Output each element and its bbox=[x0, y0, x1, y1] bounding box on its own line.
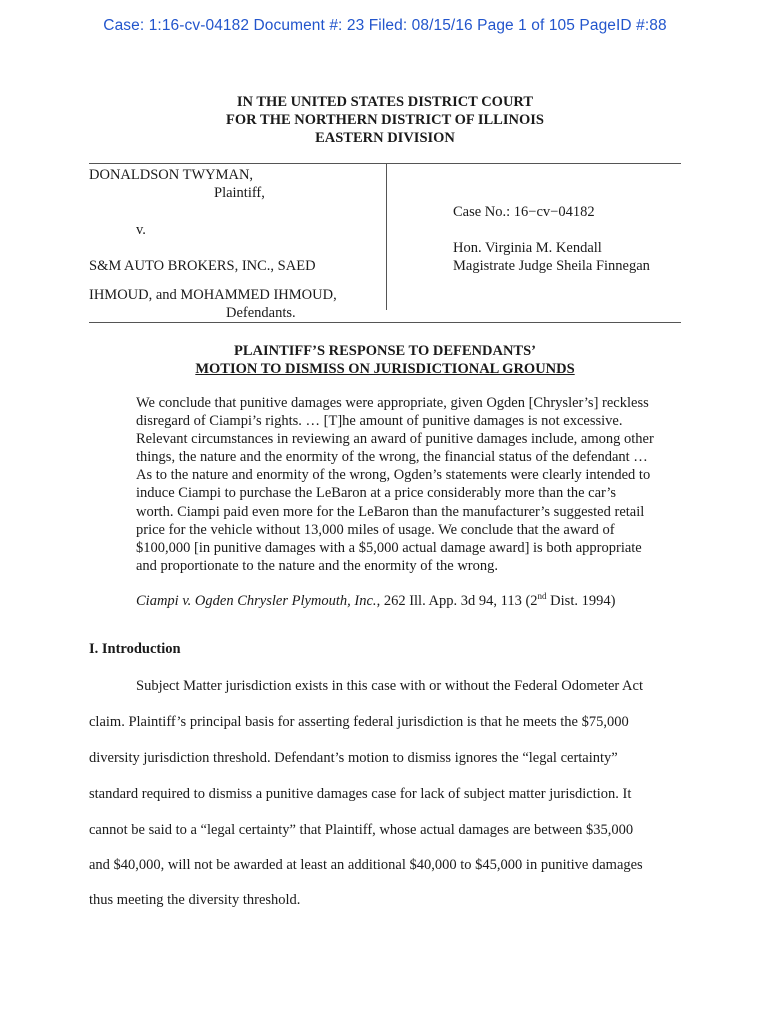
caption-top-rule bbox=[89, 163, 681, 164]
plaintiff-role: Plaintiff, bbox=[214, 185, 265, 201]
quote-line: Relevant circumstances in reviewing an award of punitive damages include, among other bbox=[136, 431, 654, 448]
body-line: standard required to dismiss a punitive damages case for lack of subject matter jurisdiction. It bbox=[89, 786, 632, 802]
body-line: and $40,000, will not be awarded at least an additional $40,000 to $45,000 in punitive damages bbox=[89, 857, 643, 873]
body-line: cannot be said to a “legal certainty” that Plaintiff, whose actual damages are between $35,000 bbox=[89, 822, 634, 838]
versus: v. bbox=[136, 222, 146, 238]
quote-line: and proportionate to the nature and the enormity of the wrong. bbox=[136, 557, 498, 574]
court-title-line1: IN THE UNITED STATES DISTRICT COURT bbox=[236, 94, 534, 110]
magistrate-name: Magistrate Judge Sheila Finnegan bbox=[453, 258, 650, 274]
case-header-stamp: Case: 1:16-cv-04182 Document #: 23 Filed: 08/15/16 Page 1 of 105 PageID #:88 bbox=[103, 17, 667, 34]
motion-title-line2: MOTION TO DISMISS ON JURISDICTIONAL GROUNDS bbox=[195, 361, 575, 377]
quote-line: We conclude that punitive damages were appropriate, given Ogden [Chrysler’s] reckless bbox=[136, 395, 649, 411]
quote-line: price for the vehicle without 13,000 miles of usage. We conclude that the award of bbox=[136, 521, 615, 538]
body-line: thus meeting the diversity threshold. bbox=[89, 892, 301, 908]
quote-line: induce Ciampi to purchase the LeBaron at a price considerably more than the car’s bbox=[136, 485, 617, 502]
body-line: diversity jurisdiction threshold. Defendant’s motion to dismiss ignores the “legal certainty” bbox=[89, 750, 618, 766]
motion-title bbox=[0, 342, 770, 378]
defendant-line1: S&M AUTO BROKERS, INC., SAED bbox=[89, 258, 316, 274]
quote-line: disregard of Ciampi’s rights. … [T]he amount of punitive damages is not excessive. bbox=[136, 413, 623, 430]
judge-name: Hon. Virginia M. Kendall bbox=[453, 240, 602, 256]
block-quote bbox=[136, 394, 676, 575]
quote-line: As to the nature and enormity of the wrong, Ogden’s statements were clearly intended to bbox=[136, 467, 651, 484]
court-title-line3: EASTERN DIVISION bbox=[315, 130, 455, 146]
court-title-line2: FOR THE NORTHERN DISTRICT OF ILLINOIS bbox=[226, 112, 544, 128]
quote-line: $100,000 [in punitive damages with a $5,000 actual damage award] is both appropriate bbox=[136, 539, 642, 556]
plaintiff-name: DONALDSON TWYMAN, bbox=[89, 167, 254, 183]
body-line: claim. Plaintiff’s principal basis for asserting federal jurisdiction is that he meets the $75,000 bbox=[89, 714, 629, 730]
citation-tail: Dist. 1994) bbox=[546, 593, 616, 609]
citation-case-name: Ciampi v. Ogden Chrysler Plymouth, Inc. bbox=[136, 593, 377, 609]
citation-reporter: , 262 Ill. App. 3d 94, 113 (2 bbox=[376, 593, 538, 609]
defendant-line2: IHMOUD, and MOHAMMED IHMOUD, bbox=[89, 287, 337, 303]
citation-superscript: nd bbox=[537, 591, 547, 602]
case-citation bbox=[136, 593, 615, 610]
motion-title-line1: PLAINTIFF’S RESPONSE TO DEFENDANTS’ bbox=[233, 343, 536, 359]
defendant-role: Defendants. bbox=[226, 305, 296, 321]
section-heading-introduction: I. Introduction bbox=[89, 641, 181, 657]
quote-line: worth. Ciampi paid even more for the LeBaron than the manufacturer’s suggested retail bbox=[136, 503, 645, 520]
court-title bbox=[0, 93, 770, 147]
body-line: Subject Matter jurisdiction exists in this case with or without the Federal Odometer Act bbox=[136, 678, 643, 694]
quote-line: things, the nature and the enormity of the wrong, the financial status of the defendant … bbox=[136, 449, 648, 466]
caption-divider bbox=[386, 164, 387, 310]
caption-bottom-rule bbox=[89, 322, 681, 323]
case-number: Case No.: 16−cv−04182 bbox=[453, 204, 595, 220]
